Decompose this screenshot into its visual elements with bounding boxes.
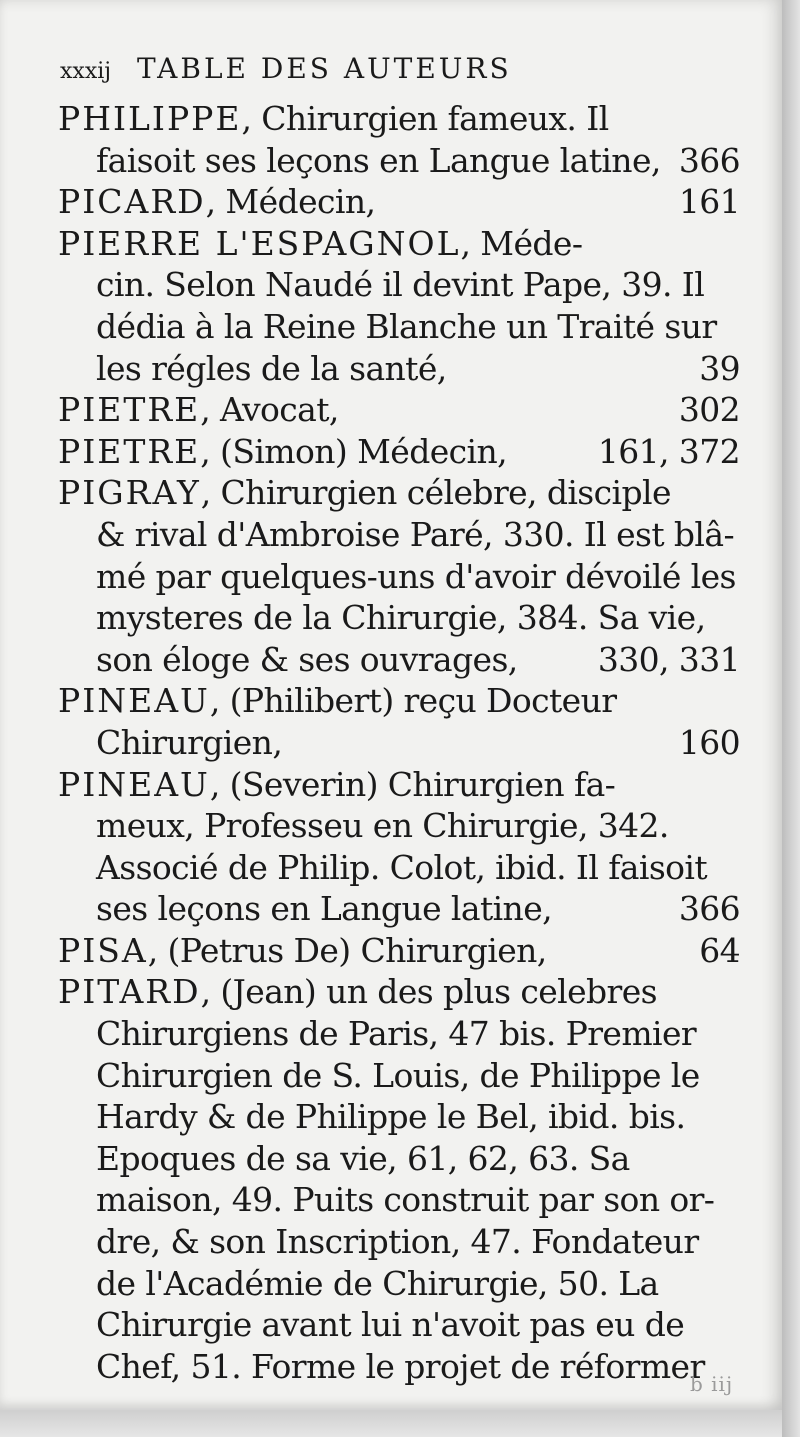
entry-text — [96, 1304, 684, 1346]
entry-description: maison, 49. Puits construit par son or- — [96, 1180, 715, 1220]
entry-text — [96, 805, 669, 847]
page-reference — [730, 1263, 740, 1305]
page-reference: 161 — [678, 182, 740, 222]
page-reference — [730, 597, 740, 639]
index-line — [58, 140, 740, 182]
entry-text — [58, 98, 609, 140]
entry-text — [96, 1179, 714, 1221]
entry-text — [96, 514, 734, 556]
page-reference — [730, 472, 740, 514]
index-line — [58, 1138, 740, 1180]
entry-description: Chirurgien de S. Louis, de Philippe le — [96, 1055, 700, 1095]
index-line — [58, 722, 740, 764]
index-line — [58, 888, 740, 930]
entry-description: , (Severin) Chirurgien fa- — [209, 764, 616, 804]
index-line — [58, 306, 740, 348]
page-reference — [730, 98, 740, 140]
signature-mark: b iij — [690, 1372, 734, 1396]
index-line — [58, 472, 740, 514]
index-line — [58, 264, 740, 306]
page-reference: 161, 372 — [597, 431, 740, 471]
author-name: PICARD — [58, 182, 206, 222]
page-number: xxxij — [60, 59, 112, 84]
entry-text — [58, 930, 547, 972]
index-line — [58, 514, 740, 556]
entry-text — [96, 1055, 700, 1097]
entry-text — [96, 1013, 696, 1055]
entry-description: les régles de la santé, — [96, 348, 447, 388]
entry-description: Epoques de sa vie, 61, 62, 63. Sa — [96, 1138, 630, 1178]
entry-text — [96, 1346, 705, 1388]
index-line — [58, 847, 740, 889]
entry-text — [96, 1221, 699, 1263]
index-line — [58, 1304, 740, 1346]
author-name: PIERRE L'ESPAGNOL — [58, 223, 461, 263]
entry-text — [96, 722, 282, 764]
index-line — [58, 680, 740, 722]
entry-text — [58, 389, 339, 431]
page-reference — [730, 680, 740, 722]
entry-text — [96, 348, 447, 390]
page-reference: 366 — [678, 140, 740, 180]
author-name: PISA — [58, 930, 148, 970]
author-name: PHILIPPE — [58, 99, 242, 138]
author-name: PIETRE — [58, 431, 201, 471]
entry-text — [96, 556, 736, 598]
index-line — [58, 805, 740, 847]
entry-description: mé par quelques-uns d'avoir dévoilé les — [96, 556, 736, 596]
entry-text — [58, 680, 616, 722]
index-line — [58, 1055, 740, 1097]
entry-description: , Chirurgien fameux. Il — [241, 99, 609, 138]
entry-description: faisoit ses leçons en Langue latine, — [96, 140, 661, 180]
index-line — [58, 1221, 740, 1263]
index-line — [58, 181, 740, 223]
page-reference — [730, 1138, 740, 1180]
page-reference — [730, 1096, 740, 1138]
page-reference: 160 — [678, 722, 740, 762]
entry-description: Chirurgien, — [96, 722, 283, 762]
entry-description: dédia à la Reine Blanche un Traité sur — [96, 306, 717, 346]
entry-description: son éloge & ses ouvrages, — [96, 639, 518, 679]
page-reference — [730, 847, 740, 889]
page-reference: 302 — [678, 390, 740, 430]
index-line — [58, 1013, 740, 1055]
entry-text — [58, 971, 657, 1013]
running-title: TABLE DES AUTEURS — [137, 52, 512, 85]
index-line — [58, 597, 740, 639]
entry-description: cin. Selon Naudé il devint Pape, 39. Il — [96, 265, 705, 305]
page-reference — [730, 1055, 740, 1097]
page-reference — [730, 764, 740, 806]
entry-description: Chef, 51. Forme le projet de réformer — [96, 1346, 705, 1386]
page-reference — [730, 306, 740, 348]
entry-text — [58, 431, 507, 473]
index-entries — [58, 98, 740, 1387]
author-name: PITARD — [58, 972, 201, 1012]
entry-description: , Méde- — [460, 223, 583, 263]
index-line — [58, 1179, 740, 1221]
entry-description: , Avocat, — [200, 390, 339, 430]
author-name: PIETRE — [58, 390, 201, 430]
entry-description: & rival d'Ambroise Paré, 330. Il est blâ- — [96, 514, 734, 554]
index-line — [58, 764, 740, 806]
entry-description: , (Philibert) reçu Docteur — [209, 681, 617, 721]
page-reference — [734, 514, 744, 556]
page-reference: 64 — [699, 930, 740, 970]
entry-text — [96, 639, 518, 681]
entry-text — [96, 264, 704, 306]
entry-description: meux, Professeu en Chirurgie, 342. — [96, 806, 669, 846]
author-name: PIGRAY — [58, 473, 201, 513]
entry-text — [96, 1263, 659, 1305]
entry-description: , Médecin, — [205, 182, 376, 222]
running-header — [60, 52, 740, 85]
index-line — [58, 98, 740, 140]
page-reference — [730, 264, 740, 306]
page-reference: 330, 331 — [597, 639, 740, 679]
entry-description: , (Jean) un des plus celebres — [200, 972, 657, 1012]
entry-text — [96, 140, 661, 182]
page-reference — [736, 556, 746, 598]
index-line — [58, 1346, 740, 1388]
index-line — [58, 639, 740, 681]
index-line — [58, 1263, 740, 1305]
page-reference — [730, 805, 740, 847]
index-line — [58, 930, 740, 972]
entry-text — [96, 888, 552, 930]
page-reference — [730, 971, 740, 1013]
author-name: PINEAU — [58, 764, 210, 804]
entry-description: Chirurgiens de Paris, 47 bis. Premier — [96, 1014, 697, 1054]
page-reference: 39 — [699, 348, 740, 388]
index-line — [58, 223, 740, 265]
entry-text — [58, 181, 375, 223]
entry-text — [96, 306, 717, 348]
page-edge-shadow — [782, 0, 800, 1437]
entry-description: Hardy & de Philippe le Bel, ibid. bis. — [96, 1097, 686, 1137]
index-line — [58, 1096, 740, 1138]
index-line — [58, 556, 740, 598]
entry-text — [96, 1138, 630, 1180]
entry-description: , (Simon) Médecin, — [200, 431, 508, 471]
entry-text — [58, 223, 582, 265]
entry-text — [58, 472, 671, 514]
entry-text — [96, 847, 707, 889]
entry-description: Associé de Philip. Colot, ibid. Il faisoit — [96, 847, 708, 887]
entry-text — [58, 764, 615, 806]
author-name: PINEAU — [58, 681, 210, 721]
entry-description: , (Petrus De) Chirurgien, — [147, 930, 547, 970]
page-reference — [730, 1179, 740, 1221]
index-line — [58, 389, 740, 431]
page-reference: 366 — [678, 889, 740, 929]
entry-description: Chirurgie avant lui n'avoit pas eu de — [96, 1305, 685, 1345]
page-reference — [730, 223, 740, 265]
index-line — [58, 431, 740, 473]
page-reference — [730, 1013, 740, 1055]
index-line — [58, 348, 740, 390]
entry-text — [96, 597, 705, 639]
page-bottom-shadow — [0, 1410, 782, 1437]
entry-description: ses leçons en Langue latine, — [96, 889, 553, 929]
entry-description: , Chirurgien célebre, disciple — [200, 473, 671, 513]
page-reference — [730, 1221, 740, 1263]
index-line — [58, 971, 740, 1013]
entry-description: mysteres de la Chirurgie, 384. Sa vie, — [96, 598, 706, 638]
entry-text — [96, 1096, 685, 1138]
entry-description: dre, & son Inscription, 47. Fondateur — [96, 1222, 699, 1262]
entry-description: de l'Académie de Chirurgie, 50. La — [96, 1263, 659, 1303]
page-reference — [730, 1304, 740, 1346]
